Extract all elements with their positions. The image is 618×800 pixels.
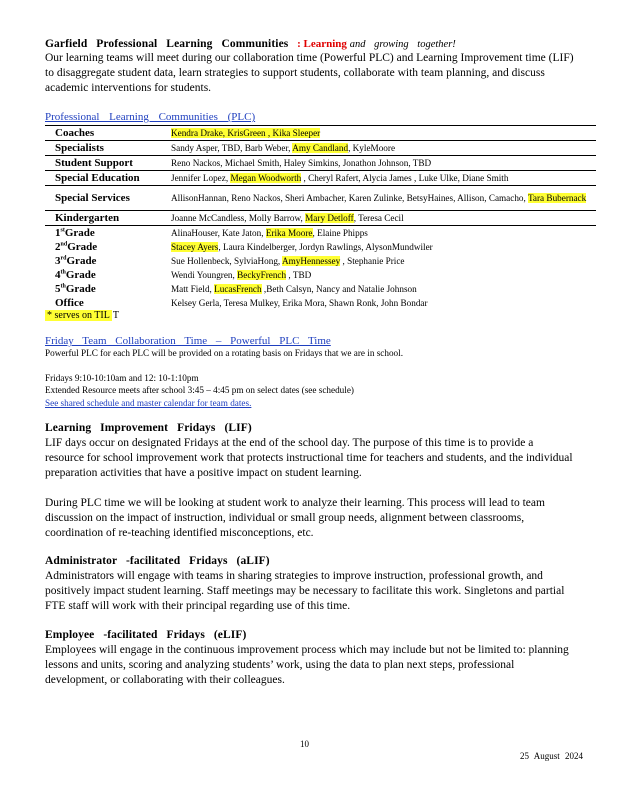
plc-row-label: Special Education — [45, 171, 171, 186]
schedule-link[interactable]: See shared schedule and master calendar for team dates. — [45, 397, 252, 408]
til-member-highlight: Megan Woodworth — [230, 172, 302, 183]
plc-row-members — [171, 186, 596, 211]
til-member-highlight: Tara Bubernack — [527, 192, 587, 203]
til-member-highlight: LucasFrench — [214, 283, 262, 294]
plc-row — [45, 156, 596, 171]
plc-row — [45, 296, 596, 310]
plc-table — [45, 125, 596, 310]
til-member-highlight: Erika Moore — [265, 227, 313, 238]
plc-row-label: Kindergarten — [45, 211, 171, 226]
member-text: , TBD — [286, 269, 312, 280]
member-text: Joanne McCandless, Molly Barrow, — [171, 212, 306, 223]
member-text: , Stephanie Price — [340, 255, 405, 266]
plc-row-members — [171, 268, 596, 282]
plc-row-members — [171, 126, 596, 141]
plc-row-members — [171, 296, 596, 310]
til-member-highlight: Stacey Ayers — [171, 241, 219, 252]
til-member-highlight: Kendra Drake, KrisGreen , Kika Sleeper — [171, 127, 321, 138]
plc-row-members — [171, 141, 596, 156]
plc-row — [45, 268, 596, 282]
plc-row — [45, 254, 596, 268]
plc-row-label: Office — [55, 297, 84, 309]
member-text: , Cheryl Rafert, Alycia James , Luke Ulke, Diane Smith — [301, 172, 509, 183]
plc-row-label: Specialists — [45, 141, 171, 156]
plc-row — [45, 240, 596, 254]
plc-section — [45, 111, 605, 321]
page-title: Garfield Professional Learning Communities — [45, 38, 289, 50]
member-text: , Teresa Cecil — [353, 212, 404, 223]
alif-section — [45, 555, 575, 614]
plc-row — [45, 226, 596, 241]
intro-paragraph: Our learning teams will meet during our collaboration time (Powerful PLC) and Learning Improvement time (LIF) to disaggregate student data, learn strategies to support students, collaborate with team planning, and discuss academic interventions for students. — [45, 52, 574, 94]
til-member-highlight: Mary Detloff — [305, 212, 354, 223]
title-tag-rest: and growing together! — [349, 39, 456, 50]
plc-row-members — [171, 211, 596, 226]
plc-row — [45, 171, 596, 186]
member-text: Wendi Youngren, — [171, 269, 238, 280]
plc-row-label: 3rdGrade — [55, 255, 97, 267]
plc-row — [45, 141, 596, 156]
til-member-highlight: AmyHennessey — [282, 255, 341, 266]
title-tag-learning: Learning — [303, 38, 347, 50]
plc-row-label: Coaches — [45, 126, 171, 141]
member-text: Matt Field, — [171, 283, 215, 294]
plc-row-members — [171, 254, 596, 268]
lif-paragraph-2: During PLC time we will be looking at student work to analyze their learning. This process will lead to team discussion on the impact of instruction, individual or small group needs, alignment between classrooms, coordination of re-teaching identified misconceptions, etc. — [45, 497, 545, 539]
member-text: Kelsey Gerla, Teresa Mulkey, Erika Mora, Shawn Ronk, John Bondar — [171, 297, 428, 308]
lif-section — [45, 422, 575, 541]
plc-row-label: Student Support — [45, 156, 171, 171]
plc-row-label: 1stGrade — [55, 227, 95, 239]
header-title-line — [45, 38, 575, 50]
lif-paragraph-1: LIF days occur on designated Fridays at the end of the school day. The purpose of this time is to provide a resource for school improvement work that protects instructional time for teachers and students, and the individual preparation activities that have a positive impact on student learning. — [45, 437, 573, 479]
member-text: AlinaHouser, Kate Jaton, — [171, 227, 266, 238]
member-text: Reno Nackos, Michael Smith, Haley Simkins, Jonathon Johnson, TBD — [171, 157, 432, 168]
member-text: , Laura Kindelberger, Jordyn Rawlings, AlysonMundwiler — [218, 241, 433, 252]
til-note: * serves on TIL — [47, 310, 110, 321]
plc-row-label: Special Services — [45, 186, 171, 211]
plc-row-label: 5thGrade — [55, 283, 96, 295]
elif-heading: Employee -facilitated Fridays (eLIF) — [45, 629, 247, 641]
til-note-line — [45, 310, 605, 321]
member-text: ,Beth Calsyn, Nancy and Natalie Johnson — [261, 283, 417, 294]
plc-heading: Professional Learning Communities (PLC) — [45, 111, 256, 123]
lif-heading: Learning Improvement Fridays (LIF) — [45, 422, 252, 434]
member-text: Sandy Asper, TBD, Barb Weber, — [171, 142, 293, 153]
footer-date: 25 August 2024 — [520, 751, 584, 761]
friday-line-2: Fridays 9:10-10:10am and 12: 10-1:10pm — [45, 372, 199, 383]
plc-row-label: 4thGrade — [55, 269, 96, 281]
elif-section — [45, 629, 575, 688]
plc-row — [45, 126, 596, 141]
member-text: Sue Hollenbeck, SylviaHong, — [171, 255, 283, 266]
plc-row-members — [171, 282, 596, 296]
friday-line-3: Extended Resource meets after school 3:45 – 4:45 pm on select dates (see schedule) — [45, 385, 354, 395]
til-member-highlight: Amy Candland — [292, 142, 349, 153]
plc-row-members — [171, 226, 596, 241]
member-text: AllisonHannan, Reno Nackos, Sheri Ambacher, Karen Zulinke, BetsyHaines, Allison, Camacho, — [171, 192, 528, 203]
friday-heading: Friday Team Collaboration Time – Powerful PLC Time — [45, 335, 331, 347]
plc-row-members — [171, 171, 596, 186]
plc-row — [45, 186, 596, 211]
page-number: 10 — [300, 739, 309, 749]
doc-header — [45, 38, 575, 96]
plc-row-members — [171, 156, 596, 171]
plc-row — [45, 282, 596, 296]
member-text: Jennifer Lopez, — [171, 172, 231, 183]
plc-row-label: 2ndGrade — [55, 241, 98, 253]
til-note-suffix: T — [112, 310, 119, 321]
alif-paragraph: Administrators will engage with teams in sharing strategies to improve instruction, professional growth, and positively impact student learning. Staff meetings may be necessary to facilitate this work. Singletons and partial FTE staff will work with their principal regarding use of this time. — [45, 570, 565, 612]
member-text: , KyleMoore — [348, 142, 396, 153]
plc-row — [45, 211, 596, 226]
elif-paragraph: Employees will engage in the continuous improvement process which may include but not be limited to: planning lessons and units, scoring and analyzing students’ work, using the data to plan next steps, professional development, or collaborating with their colleagues. — [45, 644, 569, 686]
member-text: , Elaine Phipps — [312, 227, 368, 238]
friday-line-1: Powerful PLC for each PLC will be provided on a rotating basis on Fridays that we are in school. — [45, 348, 403, 358]
friday-section — [45, 335, 605, 409]
alif-heading: Administrator -facilitated Fridays (aLIF) — [45, 555, 270, 567]
til-member-highlight: BeckyFrench — [237, 269, 287, 280]
plc-row-members — [171, 240, 596, 254]
title-colon: : — [297, 38, 301, 50]
